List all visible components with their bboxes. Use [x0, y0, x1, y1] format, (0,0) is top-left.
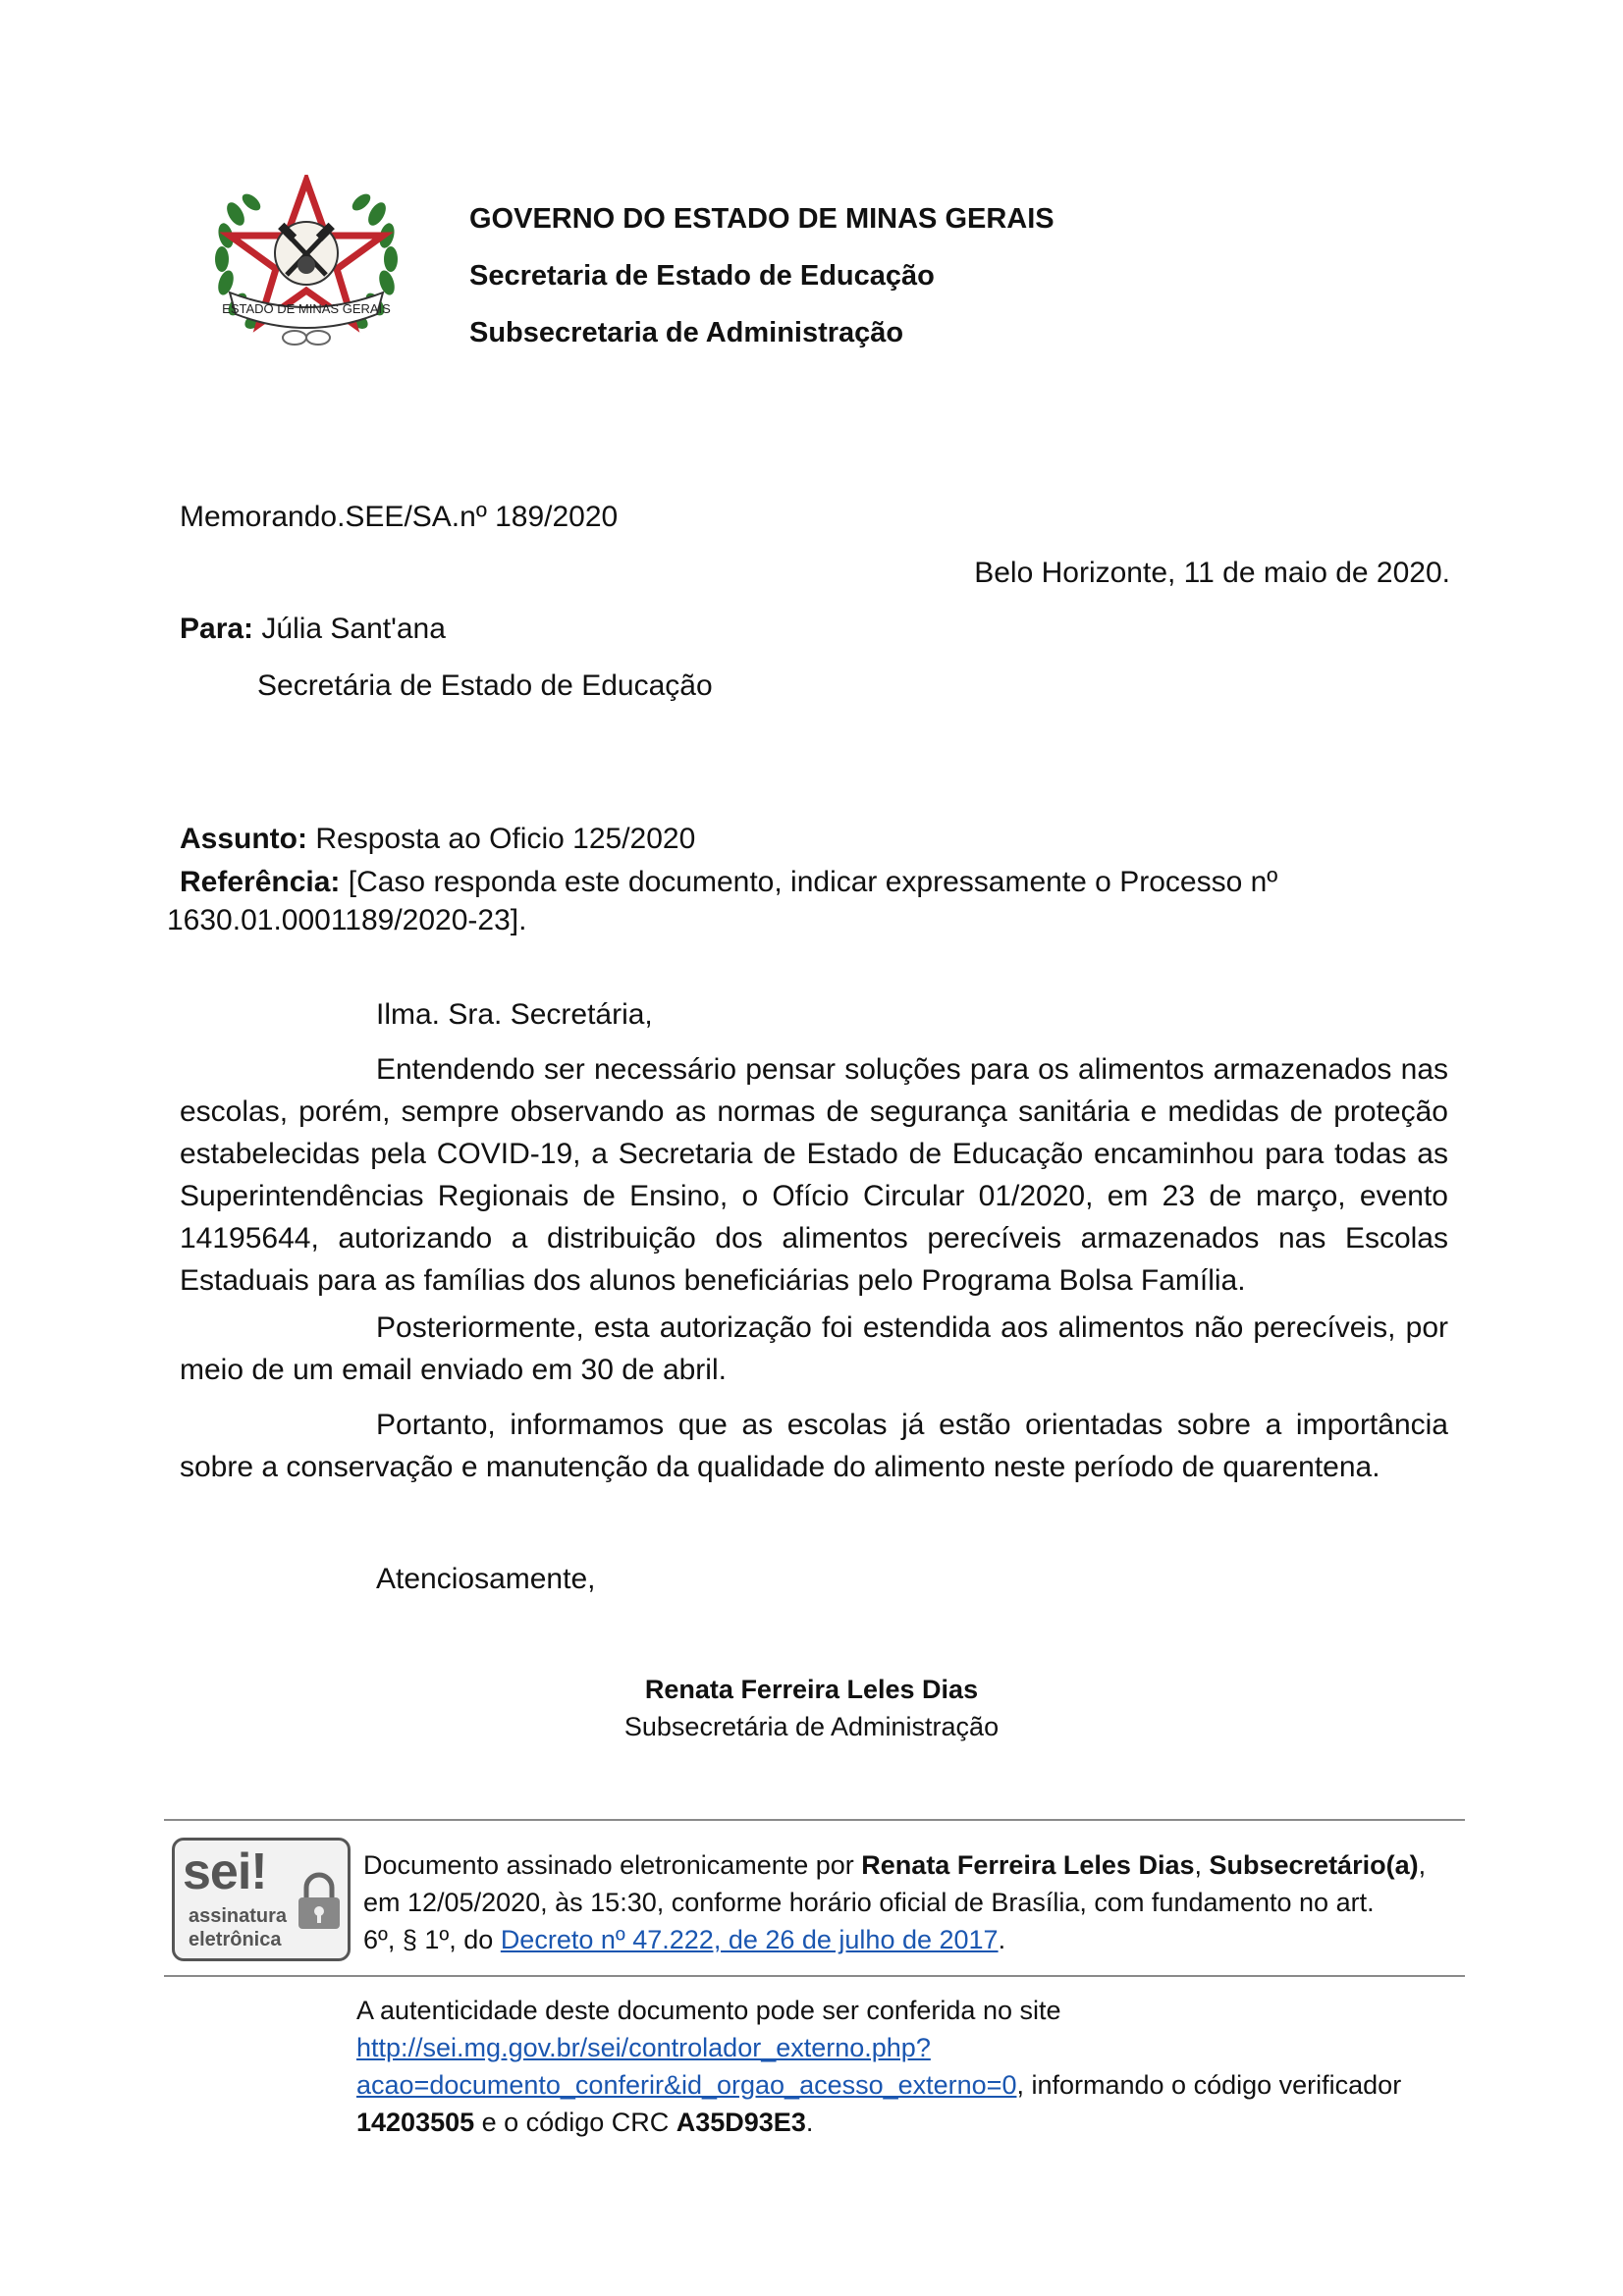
authenticity-line-3: acao=documento_conferir&id_orgao_acesso_externo=0, informando o código verificador: [356, 2070, 1402, 2100]
reference-line: [180, 861, 1277, 904]
divider-bottom: [164, 1975, 1465, 1977]
sei-logo-text: sei!: [183, 1843, 267, 1900]
paragraph-2-text: Posteriormente, esta autorização foi estendida aos alimentos não perecíveis, por meio de um email enviado em 30 de abril.: [180, 1311, 1448, 1386]
paragraph-1: [180, 1048, 1448, 1302]
paragraph-3-text: Portanto, informamos que as escolas já estão orientadas sobre a importância sobre a conservação e manutenção da qualidade do alimento neste período de quarentena.: [180, 1409, 1448, 1483]
decree-link[interactable]: Decreto nº 47.222, de 26 de julho de 2017: [500, 1925, 999, 1954]
authenticity-line-1: A autenticidade deste documento pode ser conferida no site: [356, 1996, 1061, 2025]
paragraph-1-text: Entendendo ser necessário pensar soluções para os alimentos armazenados nas escolas, porém, sempre observando as normas de segurança sanitária e medidas de proteção estabelecidas pela COVID-19, a Secretaria de Estado de Educação encaminhou para todas as Superintendências Regionais de Ensino, o Ofício Circular 01/2020, em 23 de março, evento 14195644, autorizando a distribuição dos alimentos perecíveis armazenados nas Escolas Estaduais para as famílias dos alunos beneficiárias pelo Programa Bolsa Família.: [180, 1053, 1448, 1297]
reference-text-2: 1630.01.0001189/2020-23].: [167, 904, 527, 936]
memo-number: Memorando.SEE/SA.nº 189/2020: [180, 501, 619, 533]
coat-of-arms-motto: ESTADO DE MINAS GERAIS: [222, 301, 391, 316]
padlock-icon: [295, 1870, 344, 1933]
coat-of-arms-logo: [208, 175, 405, 361]
closing: Atenciosamente,: [376, 1563, 596, 1595]
coat-of-arms-icon: [208, 175, 405, 361]
signer-role: Subsecretária de Administração: [623, 1712, 1000, 1741]
subject-line: [180, 818, 695, 861]
recipient-name: Júlia Sant'ana: [261, 613, 446, 645]
sei-line-2: em 12/05/2020, às 15:30, conforme horário oficial de Brasília, com fundamento no art.: [363, 1888, 1375, 1917]
sei-signer-name: Renata Ferreira Leles Dias: [861, 1850, 1195, 1880]
subject-text: Resposta ao Oficio 125/2020: [315, 823, 696, 855]
sei-signature-seal: [172, 1838, 351, 1961]
recipient-line: [180, 608, 446, 651]
sei-line-1: Documento assinado eletronicamente por Renata Ferreira Leles Dias, Subsecretário(a),: [363, 1850, 1427, 1880]
sei-line-3: 6º, § 1º, do Decreto nº 47.222, de 26 de julho de 2017.: [363, 1925, 1006, 1954]
verification-link-2[interactable]: acao=documento_conferir&id_orgao_acesso_externo=0: [356, 2070, 1017, 2100]
paragraph-3: [180, 1404, 1448, 1488]
recipient-role: Secretária de Estado de Educação: [257, 669, 713, 702]
verifier-code: 14203505: [356, 2108, 475, 2137]
memo-date: Belo Horizonte, 11 de maio de 2020.: [974, 557, 1450, 589]
sei-signer-role: Subsecretário(a): [1209, 1850, 1419, 1880]
reference-label: Referência:: [180, 866, 341, 898]
subject-label: Assunto:: [180, 823, 307, 855]
paragraph-2: [180, 1307, 1448, 1391]
sei-logo-sub1: assinatura: [189, 1905, 288, 1927]
greeting: Ilma. Sra. Secretária,: [376, 998, 653, 1031]
signer-name: Renata Ferreira Leles Dias: [644, 1675, 979, 1704]
reference-text-1: [Caso responda este documento, indicar expressamente o Processo nº: [348, 866, 1278, 898]
authenticity-block: [356, 1992, 1466, 2141]
sei-signature-text: [363, 1846, 1463, 1958]
authenticity-line-4: 14203505 e o código CRC A35D93E3.: [356, 2108, 814, 2137]
verification-link-1[interactable]: http://sei.mg.gov.br/sei/controlador_externo.php?: [356, 2033, 931, 2062]
header-subsecretariat: Subsecretaria de Administração: [469, 317, 904, 348]
recipient-label: Para:: [180, 613, 254, 645]
header-government: GOVERNO DO ESTADO DE MINAS GERAIS: [469, 203, 1055, 235]
crc-code: A35D93E3: [676, 2108, 806, 2137]
sei-logo-sub2: eletrônica: [189, 1929, 282, 1950]
divider-top: [164, 1819, 1465, 1821]
header-secretariat: Secretaria de Estado de Educação: [469, 260, 935, 292]
